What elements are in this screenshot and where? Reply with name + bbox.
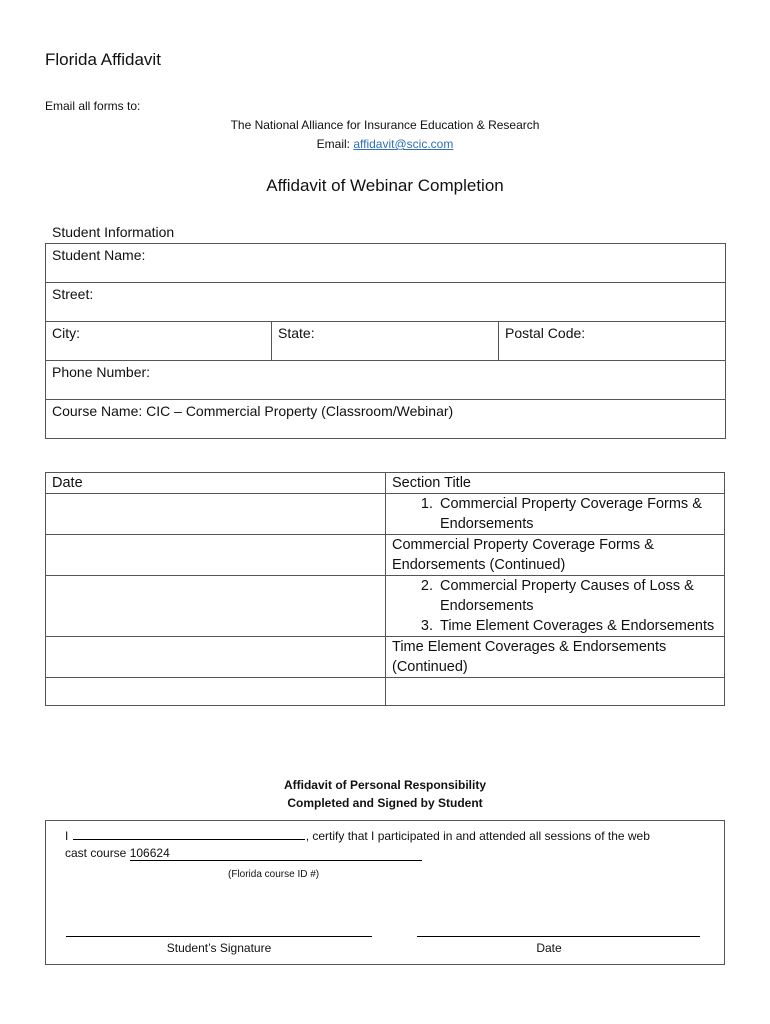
city-label: City:	[52, 325, 80, 341]
student-name-blank[interactable]	[73, 827, 305, 840]
table-row	[46, 576, 725, 637]
email-intro-text: Email all forms to:	[45, 99, 141, 113]
date-cell[interactable]	[46, 576, 386, 637]
section-title-cell: Time Element Coverages & Endorsements (Continued)	[386, 637, 725, 678]
section-title-cell[interactable]	[386, 678, 725, 706]
page-title: Florida Affidavit	[45, 50, 161, 69]
table-row	[46, 637, 725, 678]
email-line	[0, 137, 770, 151]
cert-prefix: I	[65, 829, 69, 843]
date-column-header: Date	[46, 473, 386, 494]
signature-label: Student’s Signature	[166, 941, 272, 955]
section-item: 1. Commercial Property Coverage Forms & Endorsements	[437, 494, 718, 534]
student-info-heading: Student Information	[52, 224, 175, 240]
certification-line-1	[65, 827, 650, 843]
section-title-cell: Commercial Property Coverage Forms & Endorsements (Continued)	[386, 535, 725, 576]
table-row	[46, 678, 725, 706]
date-label: Date	[536, 941, 562, 955]
date-cell[interactable]	[46, 678, 386, 706]
state-field[interactable]	[272, 322, 499, 361]
course-id-field[interactable]: 106624	[130, 846, 422, 861]
section-title-cell	[386, 494, 725, 535]
date-cell[interactable]	[46, 494, 386, 535]
signature-line[interactable]	[66, 936, 372, 937]
email-link[interactable]: affidavit@scic.com	[353, 137, 454, 151]
certification-line-2	[65, 846, 422, 861]
cert-suffix: , certify that I participated in and attended all sessions of the web	[305, 829, 650, 843]
section-item: 3. Time Element Coverages & Endorsements	[437, 616, 718, 636]
table-row	[46, 494, 725, 535]
date-cell[interactable]	[46, 637, 386, 678]
student-info-table	[45, 243, 726, 439]
student-name-field[interactable]	[46, 244, 726, 283]
phone-field[interactable]	[46, 361, 726, 400]
student-name-label: Student Name:	[52, 247, 146, 263]
street-label: Street:	[52, 286, 94, 302]
email-prefix: Email:	[316, 137, 354, 151]
cast-course-label: cast course	[65, 846, 127, 860]
form-title: Affidavit of Webinar Completion	[266, 176, 504, 195]
state-label: State:	[278, 325, 315, 341]
section-title-column-header: Section Title	[386, 473, 725, 494]
street-field[interactable]	[46, 283, 726, 322]
organization-name: The National Alliance for Insurance Education & Research	[230, 118, 540, 132]
responsibility-subtitle: Completed and Signed by Student	[287, 796, 483, 810]
postal-code-field[interactable]	[499, 322, 726, 361]
section-title-cell	[386, 576, 725, 637]
responsibility-title: Affidavit of Personal Responsibility	[283, 778, 487, 792]
responsibility-heading	[0, 776, 770, 812]
postal-code-label: Postal Code:	[505, 325, 586, 341]
course-id-caption: (Florida course ID #)	[228, 869, 320, 880]
course-name-label: Course Name: CIC – Commercial Property (Classroom/Webinar)	[52, 403, 454, 419]
table-row	[46, 535, 725, 576]
phone-label: Phone Number:	[52, 364, 151, 380]
sessions-table	[45, 472, 725, 706]
city-field[interactable]	[46, 322, 272, 361]
course-name-field	[46, 400, 726, 439]
date-line[interactable]	[417, 936, 700, 937]
date-cell[interactable]	[46, 535, 386, 576]
section-item: 2. Commercial Property Causes of Loss & Endorsements	[437, 576, 718, 616]
